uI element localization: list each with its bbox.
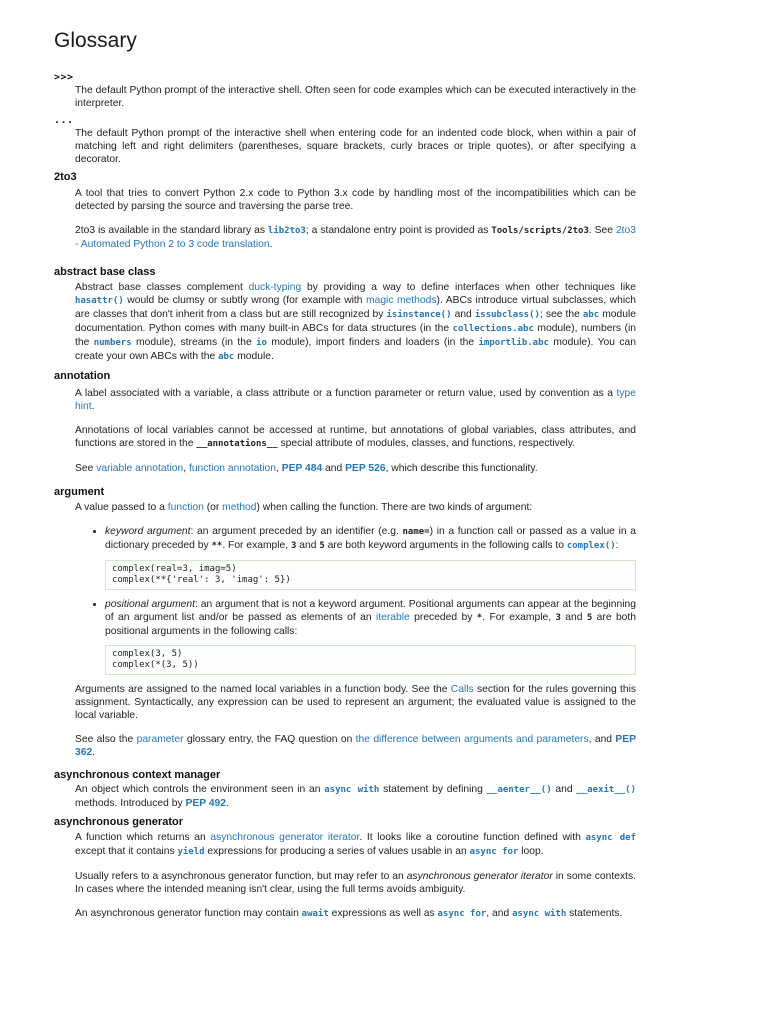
- text: A label associated with a variable, a class attribute or a function parameter or return value, used by convention as a: [75, 388, 617, 399]
- link-complex[interactable]: complex(): [566, 541, 616, 551]
- code: name=: [402, 527, 430, 537]
- code-tools-scripts: Tools/scripts/2to3: [491, 226, 589, 236]
- link-function-annotation[interactable]: function annotation: [188, 463, 276, 474]
- text: module), numbers (in the: [75, 323, 636, 348]
- code: 5: [319, 541, 325, 551]
- text: module), import finders and loaders (in the: [266, 337, 479, 348]
- text-emphasis: keyword argument: [105, 526, 191, 537]
- link-abc-module[interactable]: abc: [582, 310, 600, 320]
- link-parameter[interactable]: parameter: [136, 734, 184, 745]
- definition-text: [75, 733, 636, 759]
- definition-text: [75, 501, 636, 514]
- link-issubclass[interactable]: issubclass(): [474, 310, 540, 320]
- link-type-hint[interactable]: type hint: [75, 388, 636, 412]
- text: , and: [588, 734, 616, 745]
- definition-async-generator: [75, 831, 636, 921]
- definition-text: [75, 783, 636, 810]
- text: are both positional arguments in the following calls:: [105, 612, 636, 637]
- text: would be clumsy or subtly wrong (for example with: [123, 295, 367, 306]
- text: ) when calling the function. There are two kinds of argument:: [256, 502, 533, 513]
- link-aexit[interactable]: __aexit__(): [576, 785, 637, 795]
- link-duck-typing[interactable]: duck-typing: [248, 282, 302, 293]
- link-pep-526[interactable]: PEP 526: [345, 463, 386, 474]
- text: A function which returns an: [75, 832, 211, 843]
- term-2to3: 2to3: [54, 171, 77, 183]
- term-async-generator: asynchronous generator: [54, 816, 183, 828]
- text: module). You can create your own ABCs with the: [75, 337, 636, 362]
- definition-annotation: [75, 387, 636, 475]
- link-async-def[interactable]: async def: [585, 833, 636, 843]
- text: A value passed to a: [75, 502, 168, 513]
- text: except that it contains: [75, 846, 178, 857]
- link-pep-484[interactable]: PEP 484: [281, 463, 323, 474]
- text: An object which controls the environment seen in an: [75, 784, 325, 795]
- term-annotation: annotation: [54, 370, 111, 382]
- text: ). ABCs introduce virtual subclasses, which are classes that don't inherit from a class but are still recognized by: [75, 295, 637, 320]
- text: : an argument preceded by an identifier (e.g.: [190, 526, 403, 537]
- term-async-context-manager: asynchronous context manager: [54, 769, 221, 781]
- code-line: complex(**{'real': 3, 'imag': 5}): [112, 575, 291, 585]
- text: . For example,: [222, 540, 291, 551]
- text: 2to3 is available in the standard library as: [75, 225, 268, 236]
- text: and: [296, 540, 320, 551]
- definition-text: [75, 831, 636, 859]
- text: preceded by: [409, 612, 477, 623]
- code-annotations: __annotations__: [196, 439, 278, 449]
- text: .: [92, 747, 96, 758]
- text: . It looks like a coroutine function defined with: [359, 832, 586, 843]
- link-faq-arguments-parameters[interactable]: the difference between arguments and parameters: [355, 734, 589, 745]
- code-line: complex(*(3, 5)): [112, 660, 199, 670]
- definition-abstract-base-class: [75, 281, 636, 364]
- definition-async-context-manager: [75, 783, 636, 810]
- text-emphasis: positional argument: [105, 599, 195, 610]
- text: module.: [234, 351, 274, 362]
- term-abstract-base-class: abstract base class: [54, 266, 156, 278]
- list-item-keyword-argument: [105, 525, 636, 590]
- term-prompt-primary: >>>: [54, 72, 74, 83]
- definition-text: The default Python prompt of the interactive shell when entering code for an indented code block, when within a pair of matching left and right delimiters (parentheses, square brackets, curly braces or triple quotes), or after specifying a decorator.: [75, 128, 636, 165]
- code: 3: [555, 613, 561, 623]
- definition-text: [75, 281, 636, 364]
- text: (or: [203, 502, 223, 513]
- definition-text: [75, 462, 636, 475]
- text: and: [451, 309, 475, 320]
- text: , which describe this functionality.: [385, 463, 538, 474]
- text: ,: [275, 463, 282, 474]
- text: See: [75, 463, 97, 474]
- link-abc-module-2[interactable]: abc: [218, 352, 235, 362]
- text: . See: [588, 225, 616, 236]
- link-io[interactable]: io: [256, 338, 267, 348]
- text: loop.: [518, 846, 544, 857]
- definition-text: [75, 387, 636, 413]
- link-collections-abc[interactable]: collections.abc: [452, 324, 534, 334]
- definition-text: [75, 683, 636, 722]
- term-prompt-secondary: ...: [54, 115, 74, 126]
- link-magic-methods[interactable]: magic methods: [366, 295, 437, 306]
- link-variable-annotation[interactable]: variable annotation: [96, 463, 184, 474]
- definition-text: A tool that tries to convert Python 2.x code to Python 3.x code by handling most of the incompatibilities which can be detected by parsing the source and traversing the parse tree.: [75, 188, 636, 212]
- code-line: complex(real=3, imag=5): [112, 564, 237, 574]
- definition-text: The default Python prompt of the interactive shell. Often seen for code examples which can be executed interactively in the interpreter.: [75, 85, 636, 109]
- text: :: [615, 540, 619, 551]
- text: expressions for producing a series of values usable in an: [204, 846, 470, 857]
- text: .: [225, 798, 229, 809]
- link-async-with-2[interactable]: async with: [512, 909, 567, 919]
- text: ,: [183, 463, 189, 474]
- link-pep-362[interactable]: PEP 362: [75, 734, 636, 758]
- text: glossary entry, the FAQ question on: [183, 734, 356, 745]
- text: Abstract base classes complement: [75, 282, 249, 293]
- code-line: complex(3, 5): [112, 649, 183, 659]
- code-block-positional: [105, 645, 636, 675]
- text: Arguments are assigned to the named local variables in a function body. See the: [75, 684, 451, 695]
- link-async-generator-iterator[interactable]: asynchronous generator iterator: [210, 832, 360, 843]
- definition-argument: [75, 501, 636, 759]
- text: An asynchronous generator function may contain: [75, 908, 302, 919]
- text: statement by defining: [379, 784, 487, 795]
- text: ) in a function call or passed as a value in a dictionary preceded by: [105, 526, 636, 551]
- definition-text: [75, 870, 636, 896]
- link-hasattr[interactable]: hasattr(): [75, 296, 124, 306]
- text: module documentation. Python comes with many built-in ABCs for data structures (in the: [75, 309, 637, 334]
- term-argument: argument: [54, 486, 105, 498]
- text: Annotations of local variables cannot be accessed at runtime, but annotations of global variables, class attributes, and functions are stored in the: [75, 425, 636, 449]
- link-2to3-docs[interactable]: 2to3 - Automated Python 2 to 3 code translation: [75, 225, 636, 250]
- text: .: [269, 239, 273, 250]
- link-await[interactable]: await: [301, 909, 329, 919]
- definition-text: [75, 907, 636, 921]
- text: .: [91, 401, 95, 412]
- code-block-keyword: [105, 560, 636, 590]
- link-aenter[interactable]: __aenter__(): [486, 785, 552, 795]
- text: Usually refers to a asynchronous generator function, but may refer to an: [75, 871, 407, 882]
- link-async-for-2[interactable]: async for: [437, 909, 487, 919]
- code: 3: [290, 541, 297, 551]
- text: and: [551, 784, 577, 795]
- text: by providing a way to define interfaces when other techniques like: [301, 282, 637, 293]
- link-async-for[interactable]: async for: [469, 847, 519, 857]
- link-async-with[interactable]: async with: [324, 785, 380, 795]
- definition-text: [75, 224, 636, 251]
- text: : an argument that is not a keyword argument. Positional arguments can appear at the beginning of an argument list and/or be passed as elements of an: [105, 599, 636, 623]
- link-iterable[interactable]: iterable: [376, 612, 410, 623]
- link-pep-492[interactable]: PEP 492: [185, 798, 226, 809]
- code: 5: [586, 613, 593, 623]
- text-emphasis: asynchronous generator iterator: [406, 871, 553, 882]
- text: in some contexts. In cases where the intended meaning isn't clear, using the full terms avoids ambiguity.: [75, 871, 636, 895]
- text: methods. Introduced by: [75, 798, 186, 809]
- text: ; see the: [539, 309, 583, 320]
- code: *: [476, 613, 483, 623]
- text: , and: [486, 908, 513, 919]
- text: and: [560, 612, 587, 623]
- argument-kinds-list: [75, 525, 636, 675]
- link-yield[interactable]: yield: [177, 847, 205, 857]
- text: See also the: [75, 734, 137, 745]
- link-calls[interactable]: Calls: [450, 684, 474, 695]
- link-method[interactable]: method: [222, 502, 257, 513]
- list-item-positional-argument: [105, 598, 636, 675]
- text: special attribute of modules, classes, and functions, respectively.: [277, 438, 576, 449]
- link-isinstance[interactable]: isinstance(): [386, 310, 452, 320]
- definition-2to3: [75, 187, 636, 251]
- link-numbers[interactable]: numbers: [93, 338, 132, 348]
- text: expressions as well as: [328, 908, 438, 919]
- definition-prompt-primary: [75, 84, 636, 110]
- text: statements.: [566, 908, 623, 919]
- link-importlib-abc[interactable]: importlib.abc: [478, 338, 549, 348]
- definition-prompt-secondary: [75, 127, 636, 166]
- text: ; a standalone entry point is provided as: [305, 225, 492, 236]
- text: and: [322, 463, 346, 474]
- text: are both keyword arguments in the following calls to: [324, 540, 567, 551]
- text: module), streams (in the: [131, 337, 257, 348]
- code: **: [211, 541, 223, 551]
- text: section for the rules governing this assignment. Syntactically, any expression can be used to represent an argument; the evaluated value is assigned to the local variable.: [75, 684, 637, 721]
- link-function[interactable]: function: [167, 502, 204, 513]
- text: . For example,: [482, 612, 556, 623]
- definition-text: [75, 424, 636, 451]
- link-lib2to3[interactable]: lib2to3: [267, 226, 306, 236]
- page-title: Glossary: [54, 29, 137, 52]
